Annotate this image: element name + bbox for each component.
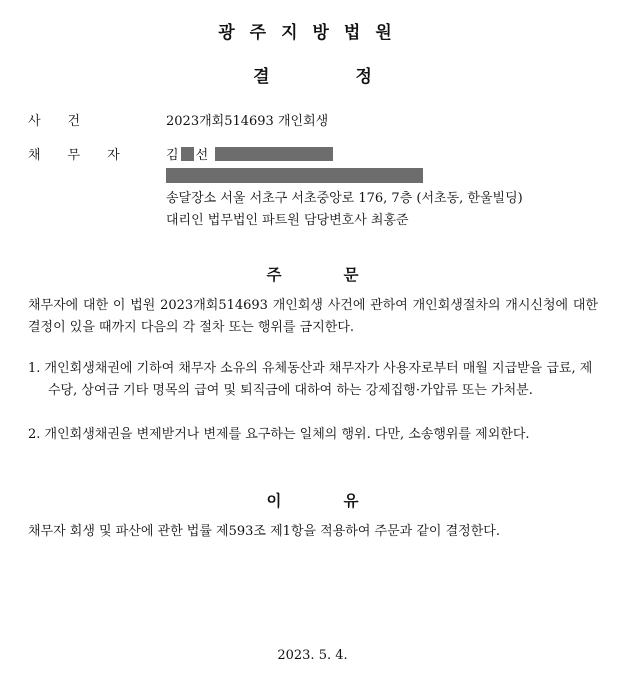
debtor-name-first: 김 [166, 148, 179, 163]
service-address: 송달장소 서울 서초구 서초중앙로 176, 7층 (서초동, 한울빌딩) [166, 191, 523, 206]
redaction-bar [215, 147, 333, 161]
order-item-1: 1. 개인회생채권에 기하여 채무자 소유의 유체동산과 채무자가 사용자로부터 매월 지급받을 급료, 제수당, 상여금 기타 명목의 급여 및 퇴직금에 대하여 하는 강제집행·가압류 또는 가처분. [28, 361, 593, 398]
court-name: 광주지방법원 [218, 23, 407, 43]
legal-agent: 대리인 법무법인 파트원 담당변호사 최홍준 [166, 213, 409, 228]
order-item-2: 2. 개인회생채권을 변제받거나 변제를 요구하는 일체의 행위. 다만, 소송행위를 제외한다. [28, 427, 530, 442]
document-title: 결정 [253, 67, 458, 87]
debtor-name-last: 선 [195, 148, 209, 163]
decision-date: 2023. 5. 4. [277, 648, 348, 663]
debtor-name [166, 144, 208, 163]
case-number: 2023개회514693 개인회생 [166, 114, 329, 129]
order-intro: 채무자에 대한 이 법원 2023개회514693 개인회생 사건에 관하여 개인회생절차의 개시신청에 대한 결정이 있을 때까지 다음의 각 절차 또는 행위를 금지한다. [28, 298, 598, 335]
debtor-label: 채무자 [28, 148, 147, 163]
order-heading: 주문 [266, 265, 421, 284]
redaction-bar [166, 168, 423, 183]
reason-heading: 이유 [266, 491, 421, 510]
case-label: 사건 [28, 114, 108, 129]
reason-text: 채무자 회생 및 파산에 관한 법률 제593조 제1항을 적용하여 주문과 같이 결정한다. [28, 524, 500, 539]
redaction-bar [181, 147, 194, 161]
